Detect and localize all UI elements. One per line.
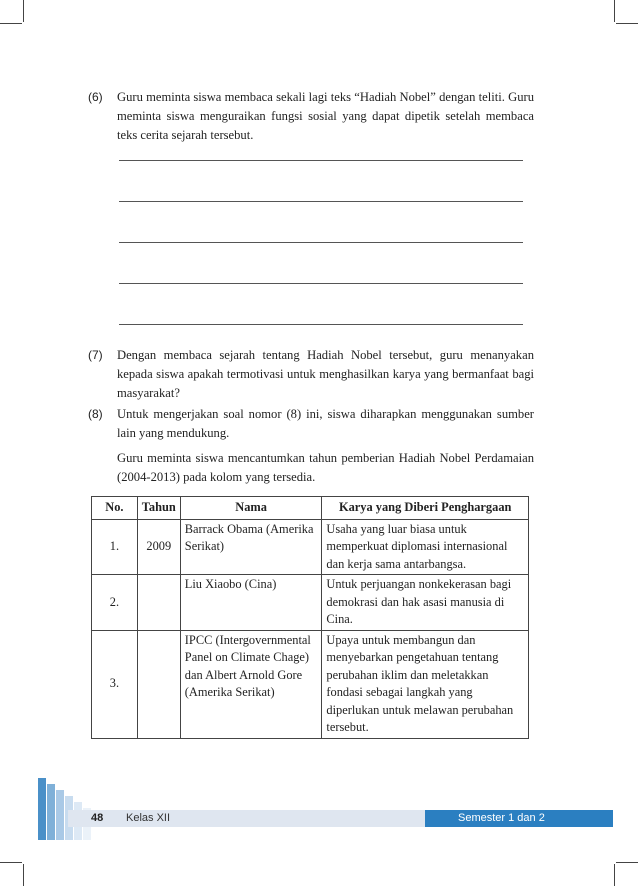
table-header-row xyxy=(92,497,529,520)
question-8 xyxy=(88,405,534,487)
table-row xyxy=(92,630,529,738)
cell-karya: Untuk perjuangan nonkekerasan bagi demokrasi dan hak asasi manusia di Cina. xyxy=(322,575,529,631)
question-text: Guru meminta siswa membaca sekali lagi teks “Hadiah Nobel” dengan teliti. Guru meminta siswa menguraikan fungsi sosial yang dapat dipetik setelah membaca teks cerita sejarah tersebut. xyxy=(117,90,534,142)
crop-mark xyxy=(614,864,615,886)
question-6 xyxy=(88,88,534,145)
crop-mark xyxy=(614,0,615,22)
answer-line[interactable] xyxy=(119,283,523,284)
column-header-no: No. xyxy=(92,497,138,520)
cell-no: 2. xyxy=(92,575,138,631)
answer-line[interactable] xyxy=(119,324,523,325)
page-number: 48 xyxy=(91,812,104,824)
cell-no: 3. xyxy=(92,630,138,738)
crop-mark xyxy=(616,23,638,24)
crop-mark xyxy=(0,23,22,24)
question-subtext: Guru meminta siswa mencantumkan tahun pemberian Hadiah Nobel Perdamaian (2004-2013) pada kolom yang tersedia. xyxy=(117,451,534,484)
question-number: (7) xyxy=(88,348,103,362)
cell-nama: IPCC (Intergovernmental Panel on Climate Chage) dan Albert Arnold Gore (Amerika Serikat) xyxy=(180,630,322,738)
question-text: Untuk mengerjakan soal nomor (8) ini, siswa diharapkan menggunakan sumber lain yang mendukung. xyxy=(117,407,534,440)
crop-mark xyxy=(0,862,22,863)
question-7 xyxy=(88,346,534,403)
cell-nama: Liu Xiaobo (Cina) xyxy=(180,575,322,631)
class-label: Kelas XII xyxy=(126,812,171,824)
cell-tahun[interactable] xyxy=(137,575,180,631)
cell-tahun[interactable] xyxy=(137,630,180,738)
answer-line[interactable] xyxy=(119,201,523,202)
column-header-tahun: Tahun xyxy=(137,497,180,520)
table-row xyxy=(92,519,529,575)
cell-nama: Barrack Obama (Amerika Serikat) xyxy=(180,519,322,575)
cell-no: 1. xyxy=(92,519,138,575)
cell-tahun: 2009 xyxy=(137,519,180,575)
question-number: (8) xyxy=(88,407,103,421)
crop-mark xyxy=(23,0,24,22)
decorative-bars xyxy=(38,778,98,840)
answer-line[interactable] xyxy=(119,160,523,161)
cell-karya: Upaya untuk membangun dan menyebarkan pengetahuan tentang perubahan iklim dan meletakkan fondasi sebagai langkah yang diperlukan untuk melawan perubahan tersebut. xyxy=(322,630,529,738)
cell-karya: Usaha yang luar biasa untuk memperkuat diplomasi internasional dan kerja sama antarbangsa. xyxy=(322,519,529,575)
table-row xyxy=(92,575,529,631)
nobel-table xyxy=(91,496,529,739)
crop-mark xyxy=(616,862,638,863)
answer-line[interactable] xyxy=(119,242,523,243)
column-header-karya: Karya yang Diberi Penghargaan xyxy=(322,497,529,520)
semester-label: Semester 1 dan 2 xyxy=(458,812,545,824)
question-text: Dengan membaca sejarah tentang Hadiah Nobel tersebut, guru menanyakan kepada siswa apakah termotivasi untuk menghasilkan karya yang bermanfaat bagi masyarakat? xyxy=(117,348,534,400)
crop-mark xyxy=(23,864,24,886)
question-number: (6) xyxy=(88,90,103,104)
column-header-nama: Nama xyxy=(180,497,322,520)
